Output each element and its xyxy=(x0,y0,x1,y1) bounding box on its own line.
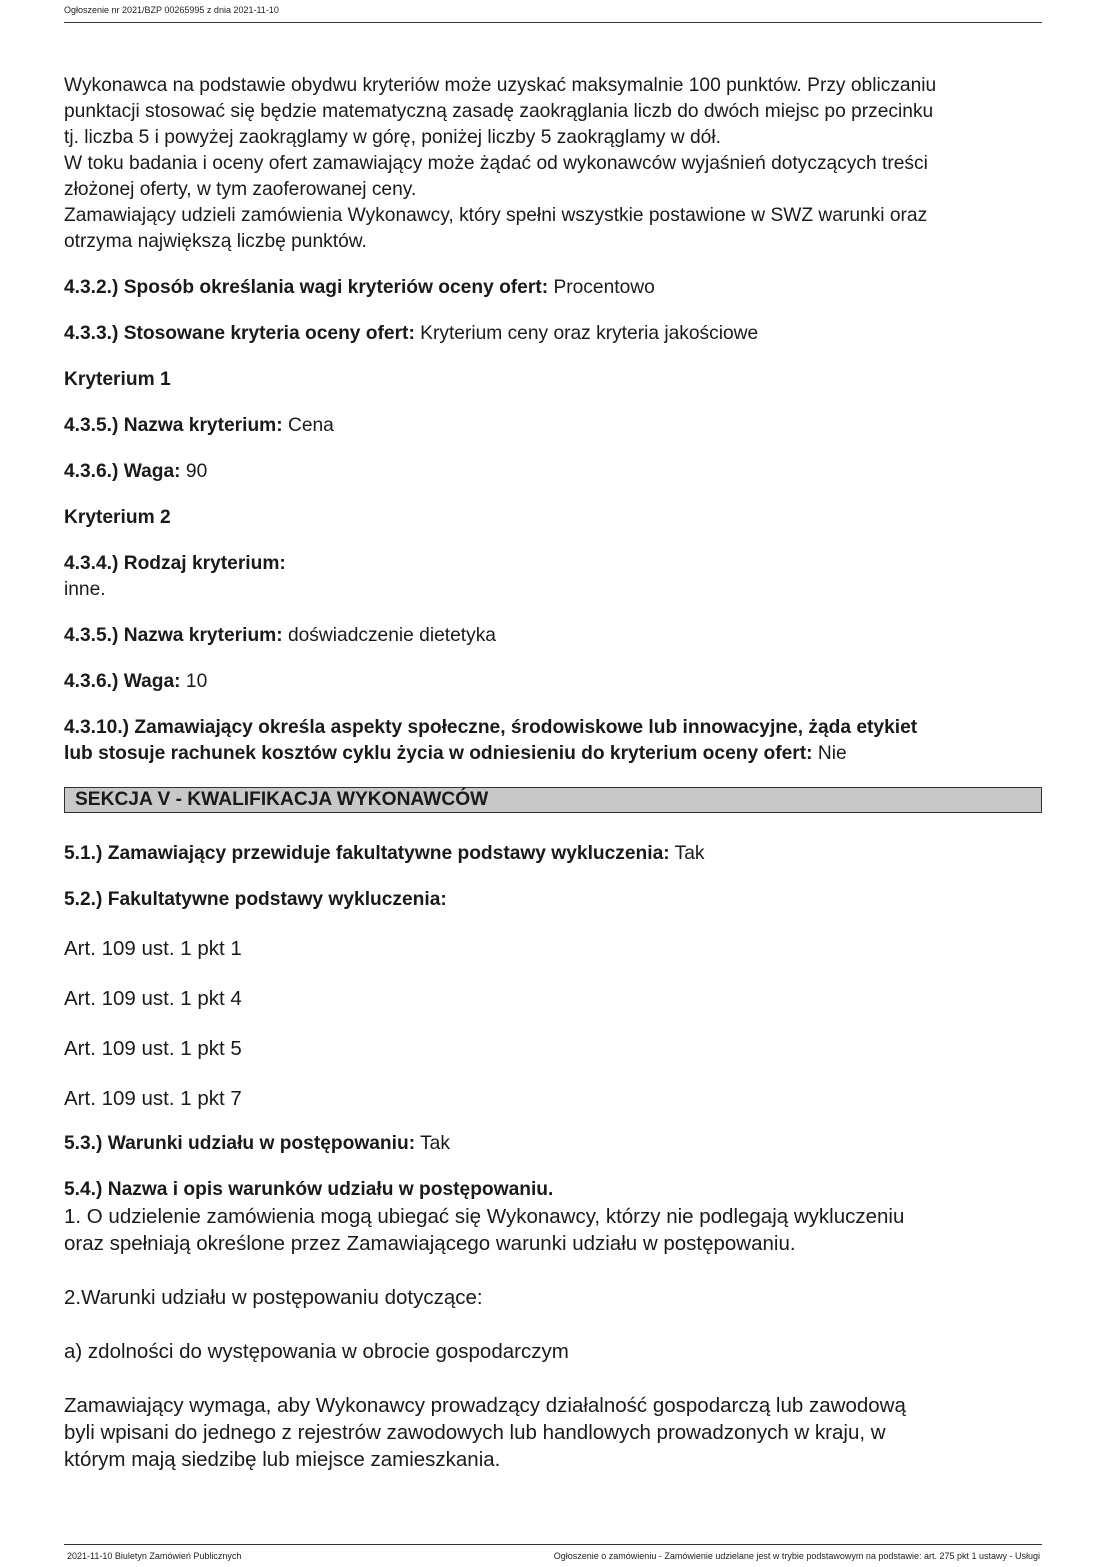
field-label: 4.3.2.) Sposób określania wagi kryteriów oceny ofert: xyxy=(64,277,549,298)
field-label: 4.3.5.) Nazwa kryterium: xyxy=(64,625,283,646)
field-label-line xyxy=(64,551,1042,577)
field-label: 4.3.10.) Zamawiający określa aspekty społeczne, środowiskowe lub innowacyjne, żąda etykiet xyxy=(64,717,918,738)
conditions-paragraph-2 xyxy=(64,1284,1042,1311)
field-value: doświadczenie dietetyka xyxy=(287,625,496,646)
exclusion-basis-item: Art. 109 ust. 1 pkt 7 xyxy=(64,1087,242,1110)
paragraph-line: oraz spełniają określone przez Zamawiającego warunki udziału w postępowaniu. xyxy=(64,1232,796,1255)
field-value: 90 xyxy=(185,461,208,482)
field-value: Procentowo xyxy=(553,277,655,298)
conditions-paragraph-3 xyxy=(64,1338,1042,1365)
field-label: 4.3.3.) Stosowane kryteria oceny ofert: xyxy=(64,323,415,344)
conditions-paragraph-1 xyxy=(64,1203,1042,1257)
field-label: 5.2.) Fakultatywne podstawy wykluczenia: xyxy=(64,889,447,910)
field-label-line xyxy=(64,741,1042,767)
criterion-2-heading xyxy=(64,505,1042,531)
header-divider xyxy=(64,22,1042,23)
criterion-heading: Kryterium 1 xyxy=(64,369,171,390)
paragraph-line: 2.Warunki udziału w postępowaniu dotyczące: xyxy=(64,1286,483,1309)
intro-paragraph xyxy=(64,73,1042,255)
field-label: 5.1.) Zamawiający przewiduje fakultatywne podstawy wykluczenia: xyxy=(64,843,670,864)
notice-reference-header: Ogłoszenie nr 2021/BZP 00265995 z dnia 2021-11-10 xyxy=(64,5,279,15)
field-4-3-2 xyxy=(64,275,1042,301)
field-value: Tak xyxy=(420,1133,450,1154)
field-value: Kryterium ceny oraz kryteria jakościowe xyxy=(420,323,759,344)
field-value: Nie xyxy=(817,743,847,764)
field-5-4 xyxy=(64,1177,1042,1203)
intro-line: W toku badania i oceny ofert zamawiający może żądać od wykonawców wyjaśnień dotyczących treści xyxy=(64,153,928,174)
field-value: Cena xyxy=(287,415,334,436)
criterion-2-weight xyxy=(64,669,1042,695)
field-label: 4.3.5.) Nazwa kryterium: xyxy=(64,415,283,436)
field-5-1 xyxy=(64,841,1042,867)
paragraph-line: Zamawiający wymaga, aby Wykonawcy prowadzący działalność gospodarczą lub zawodową xyxy=(64,1394,906,1417)
document-body xyxy=(64,73,1042,1473)
field-4-3-10 xyxy=(64,715,1042,767)
section-v-header: SEKCJA V - KWALIFIKACJA WYKONAWCÓW xyxy=(64,787,1042,813)
criterion-2-name xyxy=(64,623,1042,649)
criterion-1-heading xyxy=(64,367,1042,393)
intro-line: tj. liczba 5 i powyżej zaokrąglamy w górę, poniżej liczby 5 zaokrąglamy w dół. xyxy=(64,127,721,148)
criterion-1-weight xyxy=(64,459,1042,485)
field-label: 5.3.) Warunki udziału w postępowaniu: xyxy=(64,1133,416,1154)
criterion-heading: Kryterium 2 xyxy=(64,507,171,528)
field-4-3-3 xyxy=(64,321,1042,347)
criterion-2-type xyxy=(64,551,1042,603)
footer-notice-type: Ogłoszenie o zamówieniu - Zamówienie udzielane jest w trybie podstawowym na podstawie: art. 275 pkt 1 ustawy - Usługi xyxy=(553,1551,1040,1561)
field-value: 10 xyxy=(185,671,208,692)
field-label: 4.3.4.) Rodzaj kryterium: xyxy=(64,553,286,574)
conditions-paragraph-4 xyxy=(64,1392,1042,1473)
field-label: 5.4.) Nazwa i opis warunków udziału w postępowaniu. xyxy=(64,1179,554,1200)
field-label: 4.3.6.) Waga: xyxy=(64,671,181,692)
exclusion-basis-item: Art. 109 ust. 1 pkt 4 xyxy=(64,987,242,1010)
footer-divider xyxy=(64,1544,1042,1545)
intro-line: punktacji stosować się będzie matematyczną zasadę zaokrąglania liczb do dwóch miejsc po przecinku xyxy=(64,101,934,122)
paragraph-line: 1. O udzielenie zamówienia mogą ubiegać się Wykonawcy, którzy nie podlegają wykluczeniu xyxy=(64,1205,905,1228)
intro-line: otrzyma największą liczbę punktów. xyxy=(64,231,367,252)
intro-line: Zamawiający udzieli zamówienia Wykonawcy, który spełni wszystkie postawione w SWZ warunki oraz xyxy=(64,205,928,226)
field-value: Tak xyxy=(674,843,705,864)
footer-date-publisher: 2021-11-10 Biuletyn Zamówień Publicznych xyxy=(67,1551,242,1561)
field-5-2 xyxy=(64,887,1042,913)
paragraph-line: którym mają siedzibę lub miejsce zamieszkania. xyxy=(64,1448,501,1471)
paragraph-line: byli wpisani do jednego z rejestrów zawodowych lub handlowych prowadzonych w kraju, w xyxy=(64,1421,886,1444)
field-label: lub stosuje rachunek kosztów cyklu życia w odniesieniu do kryterium oceny ofert: xyxy=(64,743,813,764)
exclusion-basis-item: Art. 109 ust. 1 pkt 5 xyxy=(64,1037,242,1060)
criterion-1-name xyxy=(64,413,1042,439)
field-value: inne. xyxy=(64,579,106,600)
field-5-3 xyxy=(64,1131,1042,1157)
intro-line: złożonej oferty, w tym zaoferowanej ceny. xyxy=(64,179,417,200)
intro-line: Wykonawca na podstawie obydwu kryteriów może uzyskać maksymalnie 100 punktów. Przy obliczaniu xyxy=(64,75,937,96)
field-label-line xyxy=(64,715,1042,741)
field-label: 4.3.6.) Waga: xyxy=(64,461,181,482)
exclusion-basis-item: Art. 109 ust. 1 pkt 1 xyxy=(64,937,242,960)
paragraph-line: a) zdolności do występowania w obrocie gospodarczym xyxy=(64,1340,569,1363)
